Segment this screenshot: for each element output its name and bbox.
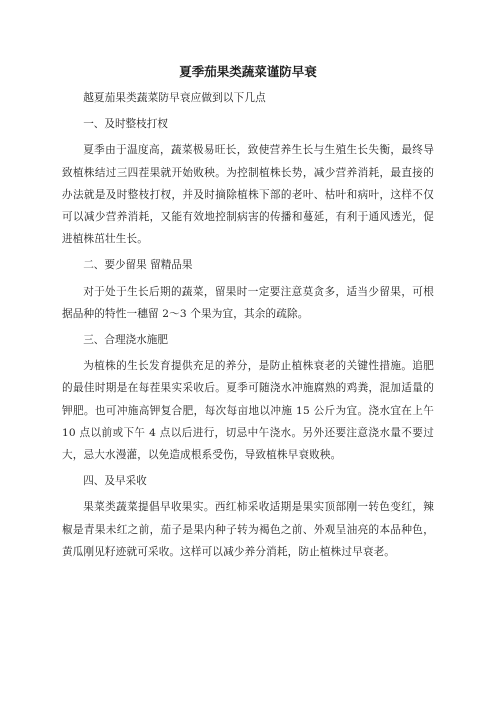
section-body-fruit-thinning: 对于处于生长后期的蔬菜，留果时一定要注意莫贪多，适当少留果，可根据品种的特性一穗留 2～3 个果为宜，其余的疏除。 [62,285,434,320]
section-heading-water-fertilizer: 三、合理浇水施肥 [83,334,168,347]
section-heading-pruning: 一、及时整枝打杈 [83,118,168,131]
document-page [62,62,434,567]
section-body-water-fertilizer: 为植株的生长发育提供充足的养分，是防止植株衰老的关键性措施。追肥的最佳时期是在每茬果实采收后。夏季可随浇水冲施腐熟的鸡粪，混加适量的钾肥。也可冲施高钾复合肥，每次每亩地以冲施 15 公斤为宜。浇水宜在上午 10 点以前或下午 4 点以后进行，切忌中午浇水。另外还要注意浇水量不要过大，忌大水漫灌，以免造成根系受伤，导致植株早衰败秧。 [62,360,434,462]
section-body-early-harvest: 果菜类蔬菜提倡早收果实。西红柿采收适期是果实顶部刚一转色变红，辣椒是青果未红之前，茄子是果内种子转为褐色之前、外观呈油亮的本品种色，黄瓜刚见籽迹就可采收。这样可以减少养分消耗，防止植株过早衰老。 [62,501,434,558]
section-body-pruning: 夏季由于温度高，蔬菜极易旺长，致使营养生长与生殖生长失衡，最终导致植株结过三四茬果就开始败秧。为控制植株长势，减少营养消耗，最直接的办法就是及时整枝打杈，并及时摘除植株下部的老叶、枯叶和病叶，这样不仅可以减少营养消耗，又能有效地控制病害的传播和蔓延，有利于通风透光，促进植株茁壮生长。 [62,144,434,246]
section-heading-early-harvest: 四、及早采收 [83,475,147,488]
intro-paragraph: 越夏茄果类蔬菜防早衰应做到以下几点 [83,92,266,104]
document-title: 夏季茄果类蔬菜谨防早衰 [179,64,317,79]
section-heading-fruit-thinning: 二、要少留果 留精品果 [83,259,193,272]
